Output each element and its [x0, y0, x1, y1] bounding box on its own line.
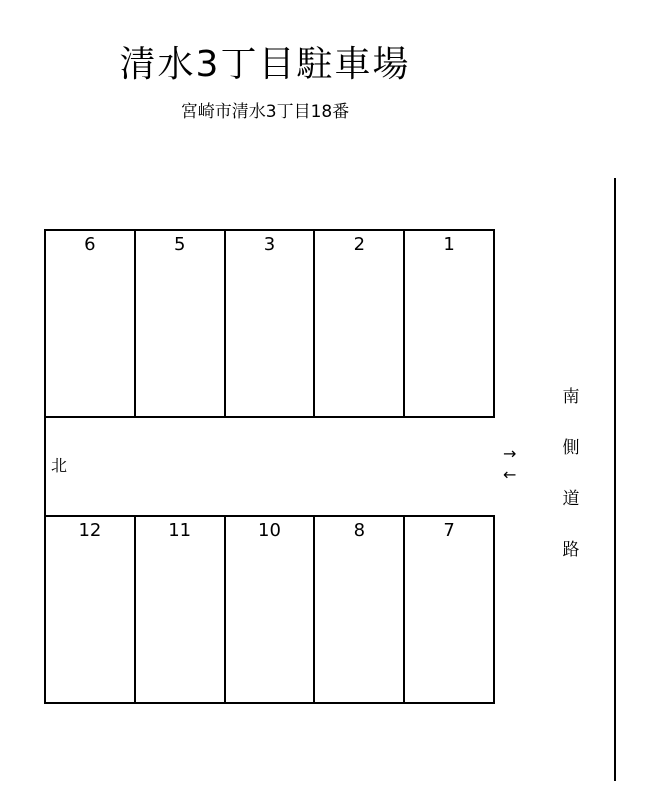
road-label-char: 道	[562, 489, 580, 509]
space-number: 8	[353, 520, 366, 541]
road-edge-line	[614, 178, 616, 781]
north-label: 北	[51, 456, 68, 475]
space-number: 10	[258, 520, 281, 541]
parking-row-bottom	[44, 515, 495, 704]
address-subtitle: 宮崎市清水3丁目18番	[180, 102, 350, 122]
parking-space	[224, 231, 314, 416]
space-number: 6	[84, 234, 96, 255]
parking-space	[313, 231, 403, 416]
road-label-char: 側	[562, 438, 580, 458]
parking-space	[313, 517, 403, 702]
parking-space	[134, 517, 224, 702]
parking-space	[44, 517, 134, 702]
space-number: 7	[443, 520, 455, 541]
space-number: 12	[78, 520, 102, 541]
space-number: 2	[353, 234, 366, 255]
page-title: 清水3丁目駐車場	[119, 44, 411, 85]
exit-arrow-icon: ←	[503, 465, 517, 484]
parking-space	[134, 231, 224, 416]
space-number: 11	[168, 520, 192, 541]
road-label-char: 南	[562, 387, 580, 407]
road-label	[559, 382, 583, 586]
entrance-arrow-icon: →	[503, 444, 517, 463]
parking-row-top	[44, 229, 495, 418]
parking-space	[403, 517, 495, 702]
space-number: 3	[263, 234, 276, 255]
space-number: 5	[173, 234, 186, 255]
space-number: 1	[443, 234, 455, 255]
parking-space	[44, 231, 134, 416]
parking-space	[403, 231, 495, 416]
parking-space	[224, 517, 314, 702]
road-label-char: 路	[562, 540, 580, 560]
